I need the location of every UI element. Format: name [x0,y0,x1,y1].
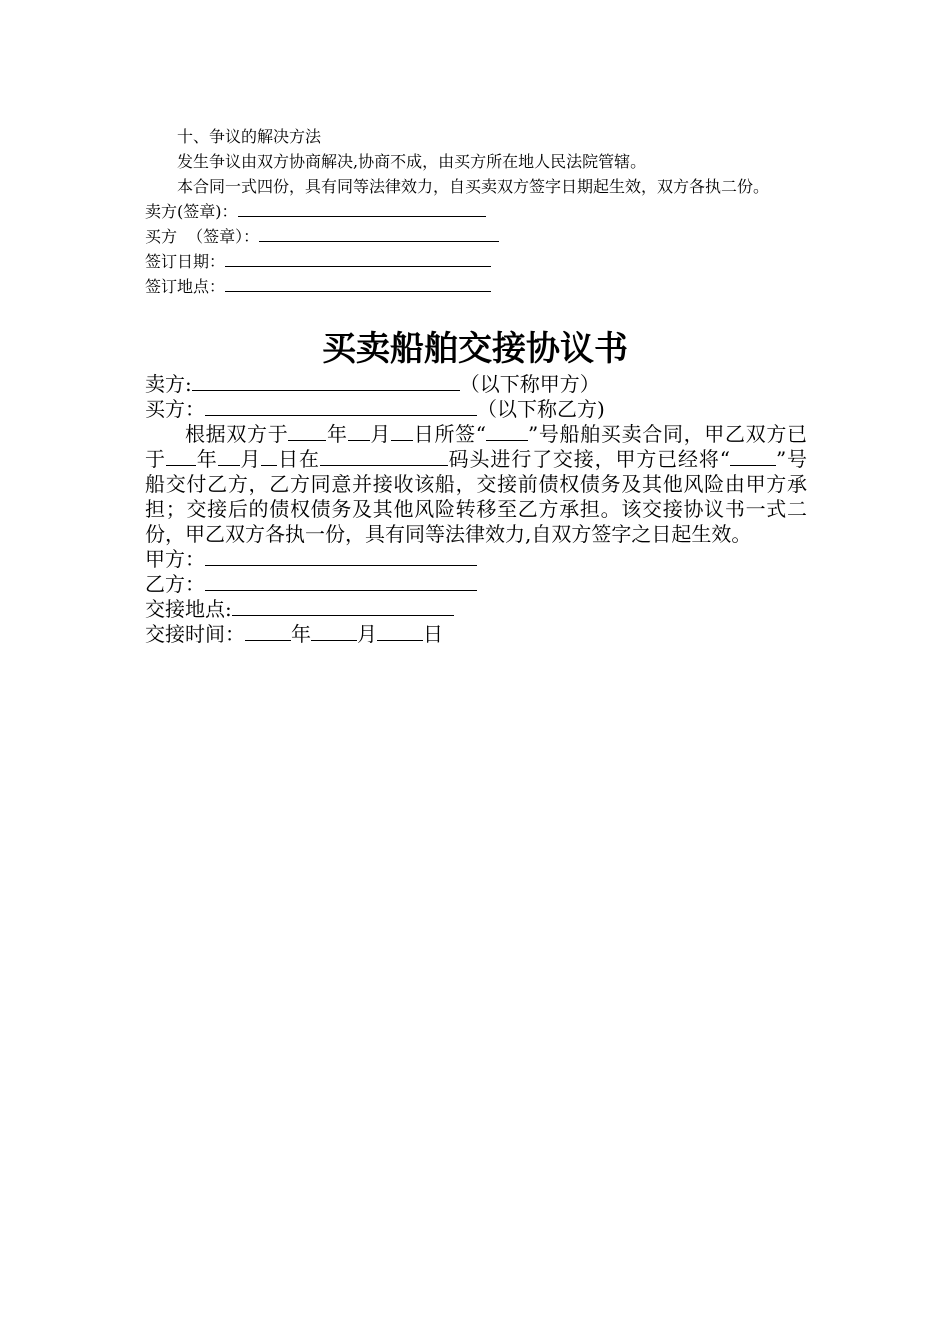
copies-text: 本合同一式四份，具有同等法律效力，自买卖双方签字日期起生效，双方各执二份。 [177,177,770,196]
signing-date-line [225,252,491,267]
handover-day-blank [261,447,277,466]
handover-time-year: 年 [291,622,311,646]
buyer-label: 买方： [145,397,205,421]
body-text-6: 年 [195,447,218,471]
handover-time-day: 日 [423,622,443,646]
ship-number-blank [730,447,776,466]
seller-row [145,372,807,397]
dock-blank [320,447,448,466]
contract-day-blank [391,422,413,441]
party-b-label: 乙方： [145,572,205,596]
handover-time-year-blank [245,622,291,641]
body-text-3: 月 [369,422,392,446]
handover-year-blank [166,447,196,466]
body-text-2: 年 [326,422,348,446]
handover-time-row [145,622,807,647]
dispute-heading: 十、争议的解决方法 [177,127,322,146]
party-b-blank [205,572,477,591]
contract-number-blank [486,422,528,441]
handover-place-blank [232,597,454,616]
body-text-1: 根据双方于 [185,422,289,446]
seller-signature-row [145,199,805,224]
buyer-row [145,397,807,422]
signing-date-label: 签订日期： [145,252,226,271]
handover-time-label: 交接时间： [145,622,245,646]
signing-place-line [225,277,491,292]
contract-month-blank [348,422,370,441]
body-text-9: 码头进行了交接，甲方已经将“ [447,447,730,471]
handover-month-blank [218,447,240,466]
seller-suffix: （以下称甲方） [459,372,600,396]
buyer-signature-row [145,224,805,249]
dispute-text: 发生争议由双方协商解决,协商不成，由买方所在地人民法院管辖。 [177,152,647,171]
signing-place-label: 签订地点： [145,277,226,296]
body-text-4: 日所签“ [413,422,487,446]
buyer-suffix: （以下称乙方) [477,397,605,421]
agreement-section [145,372,807,647]
buyer-blank [205,397,477,416]
body-text-10: ”号船交付乙方，乙方同意并接收该船，交接前债权债务及其他风险由甲方承担；交接后的债权债务及其他风险转移至乙方承担。该交接协议书一式二份，甲乙双方各执一份，具有同等法律效力,自双方签字之日起生效。 [145,447,808,546]
contract-year-blank [288,422,326,441]
contract-tail-section [145,124,805,299]
body-text-7: 月 [239,447,262,471]
handover-place-label: 交接地点: [145,597,232,621]
signing-date-row [145,249,805,274]
seller-blank [192,372,460,391]
signing-place-row [145,274,805,299]
buyer-signature-line [259,227,499,242]
party-b-row [145,572,807,597]
body-text-8: 日在 [277,447,320,471]
party-a-row [145,547,807,572]
seller-signature-line [238,202,486,217]
seller-signature-label: 卖方(签章)： [145,202,238,221]
seller-label: 卖方: [145,372,192,396]
agreement-title: 买卖船舶交接协议书 [322,329,628,369]
party-a-blank [205,547,477,566]
handover-time-day-blank [377,622,423,641]
party-a-label: 甲方： [145,547,205,571]
handover-time-month: 月 [357,622,377,646]
body-text-5: ”号船舶买卖合同，甲乙双方已于 [145,422,808,471]
buyer-signature-label: 买方 （签章）： [145,227,260,246]
handover-time-month-blank [311,622,357,641]
agreement-body [145,422,807,547]
handover-place-row [145,597,807,622]
